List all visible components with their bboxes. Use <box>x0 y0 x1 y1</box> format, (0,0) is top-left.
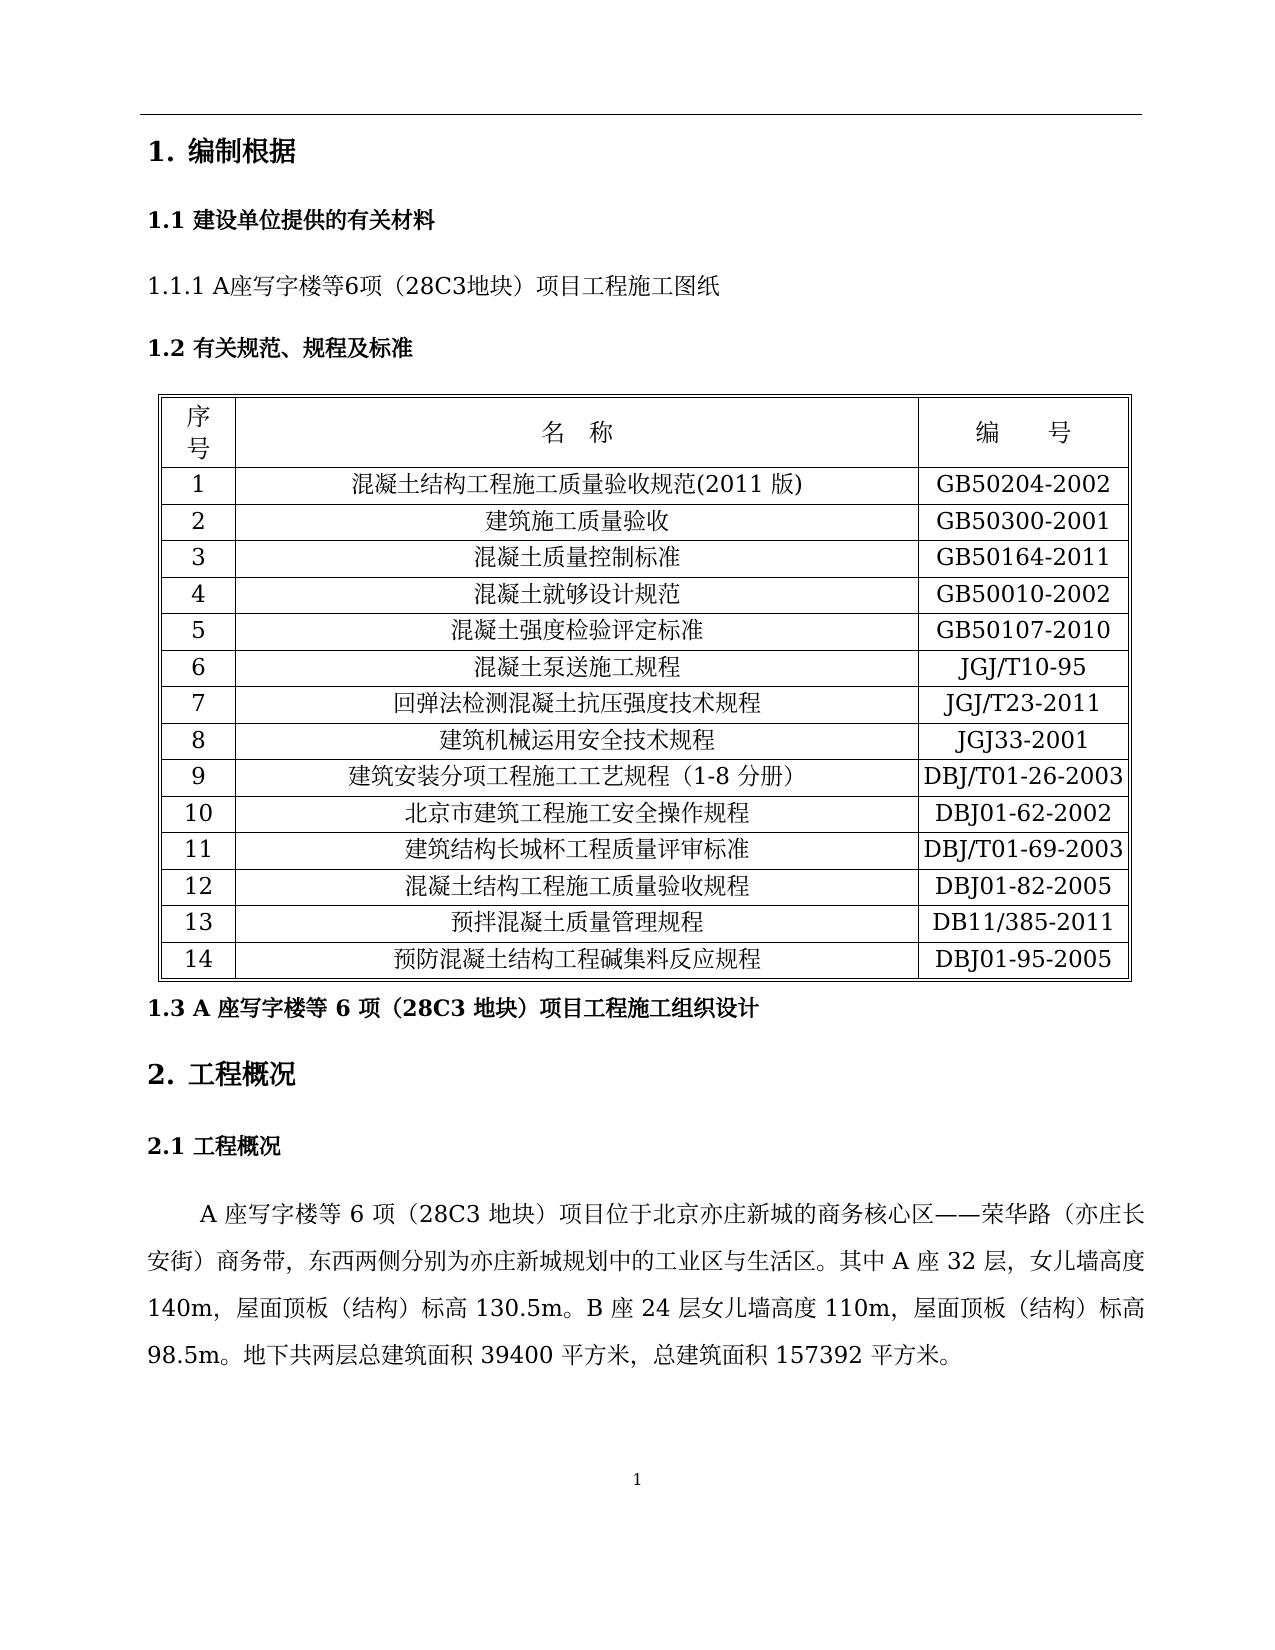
section-1-heading <box>147 130 296 169</box>
table-row <box>162 869 1129 906</box>
cell-name: 回弹法检测混凝土抗压强度技术规程 <box>236 687 919 724</box>
cell-name: 预拌混凝土质量管理规程 <box>236 906 919 943</box>
cell-name: 混凝土结构工程施工质量验收规程 <box>236 869 919 906</box>
cell-index: 14 <box>162 942 236 979</box>
cell-index: 1 <box>162 468 236 505</box>
cell-name: 预防混凝土结构工程碱集料反应规程 <box>236 942 919 979</box>
cell-code: DBJ/T01-69-2003 <box>919 833 1129 870</box>
cell-index: 2 <box>162 504 236 541</box>
cell-index: 3 <box>162 541 236 578</box>
table-row <box>162 796 1129 833</box>
cell-index: 4 <box>162 577 236 614</box>
standards-table <box>161 397 1129 979</box>
cell-name: 混凝土质量控制标准 <box>236 541 919 578</box>
cell-name: 建筑安装分项工程施工工艺规程（1-8 分册） <box>236 760 919 797</box>
table-row <box>162 504 1129 541</box>
cell-code: GB50107-2010 <box>919 614 1129 651</box>
cell-code: DBJ/T01-26-2003 <box>919 760 1129 797</box>
cell-name: 混凝土泵送施工规程 <box>236 650 919 687</box>
table-row <box>162 577 1129 614</box>
section-2-1-title: 工程概况 <box>192 1134 281 1160</box>
section-1-1-1-number: 1.1.1 <box>147 274 206 300</box>
cell-code: DB11/385-2011 <box>919 906 1129 943</box>
cell-name: 混凝土结构工程施工质量验收规范(2011 版) <box>236 468 919 505</box>
table-row <box>162 614 1129 651</box>
header-rule <box>140 114 1142 115</box>
cell-index: 5 <box>162 614 236 651</box>
section-1-1-title: 建设单位提供的有关材料 <box>192 208 435 234</box>
cell-name: 建筑机械运用安全技术规程 <box>236 723 919 760</box>
section-2-1-number: 2.1 <box>147 1134 186 1160</box>
cell-code: JGJ33-2001 <box>919 723 1129 760</box>
section-1-number: 1. <box>147 137 176 168</box>
cell-index: 12 <box>162 869 236 906</box>
page-number: 1 <box>632 1470 643 1489</box>
cell-code: GB50010-2002 <box>919 577 1129 614</box>
section-2-number: 2. <box>147 1060 176 1091</box>
table-row <box>162 833 1129 870</box>
section-1-title: 编制根据 <box>188 137 296 168</box>
header-index: 序号 <box>162 398 236 468</box>
section-2-1-heading <box>147 1130 281 1161</box>
header-code: 编 号 <box>919 398 1129 468</box>
project-overview-text: A 座写字楼等 6 项（28C3 地块）项目位于北京亦庄新城的商务核心区——荣华路（亦庄长安街）商务带，东西两侧分别为亦庄新城规划中的工业区与生活区。其中 A 座 32 层，女儿墙高度 140m，屋面顶板（结构）标高 130.5m。B 座 24 层女儿墙高度 110m，屋面顶板（结构）标高 98.5m。地下共两层总建筑面积 39400 平方米，总建筑面积 157392 平方米。 <box>147 1202 1145 1369</box>
cell-name: 建筑施工质量验收 <box>236 504 919 541</box>
cell-code: JGJ/T23-2011 <box>919 687 1129 724</box>
cell-index: 9 <box>162 760 236 797</box>
section-1-1-1-title: A座写字楼等6项（28C3地块）项目工程施工图纸 <box>212 274 720 300</box>
table-row <box>162 650 1129 687</box>
cell-name: 建筑结构长城杯工程质量评审标准 <box>236 833 919 870</box>
cell-code: JGJ/T10-95 <box>919 650 1129 687</box>
cell-name: 北京市建筑工程施工安全操作规程 <box>236 796 919 833</box>
table-row <box>162 942 1129 979</box>
table-row <box>162 687 1129 724</box>
cell-code: DBJ01-95-2005 <box>919 942 1129 979</box>
section-2-heading <box>147 1053 296 1092</box>
cell-code: DBJ01-82-2005 <box>919 869 1129 906</box>
cell-code: GB50204-2002 <box>919 468 1129 505</box>
header-name: 名 称 <box>236 398 919 468</box>
cell-index: 13 <box>162 906 236 943</box>
section-1-3-heading <box>147 992 759 1023</box>
cell-index: 7 <box>162 687 236 724</box>
section-1-3-number: 1.3 <box>147 996 186 1022</box>
table-row <box>162 541 1129 578</box>
section-1-1-heading <box>147 204 435 235</box>
table-row <box>162 468 1129 505</box>
table-header-row <box>162 398 1129 468</box>
section-1-1-number: 1.1 <box>147 208 186 234</box>
section-2-title: 工程概况 <box>188 1060 296 1091</box>
standards-table-frame <box>158 394 1132 982</box>
section-1-2-heading <box>147 332 413 363</box>
cell-index: 10 <box>162 796 236 833</box>
cell-index: 8 <box>162 723 236 760</box>
table-row <box>162 723 1129 760</box>
table-row <box>162 760 1129 797</box>
cell-code: GB50164-2011 <box>919 541 1129 578</box>
section-1-2-number: 1.2 <box>147 336 186 362</box>
cell-code: GB50300-2001 <box>919 504 1129 541</box>
section-1-2-title: 有关规范、规程及标准 <box>192 336 413 362</box>
cell-code: DBJ01-62-2002 <box>919 796 1129 833</box>
cell-index: 6 <box>162 650 236 687</box>
section-1-3-title: A 座写字楼等 6 项（28C3 地块）项目工程施工组织设计 <box>192 996 760 1022</box>
cell-index: 11 <box>162 833 236 870</box>
section-1-1-1-heading <box>147 268 720 301</box>
cell-name: 混凝土强度检验评定标准 <box>236 614 919 651</box>
table-row <box>162 906 1129 943</box>
cell-name: 混凝土就够设计规范 <box>236 577 919 614</box>
project-overview-paragraph <box>147 1192 1145 1380</box>
